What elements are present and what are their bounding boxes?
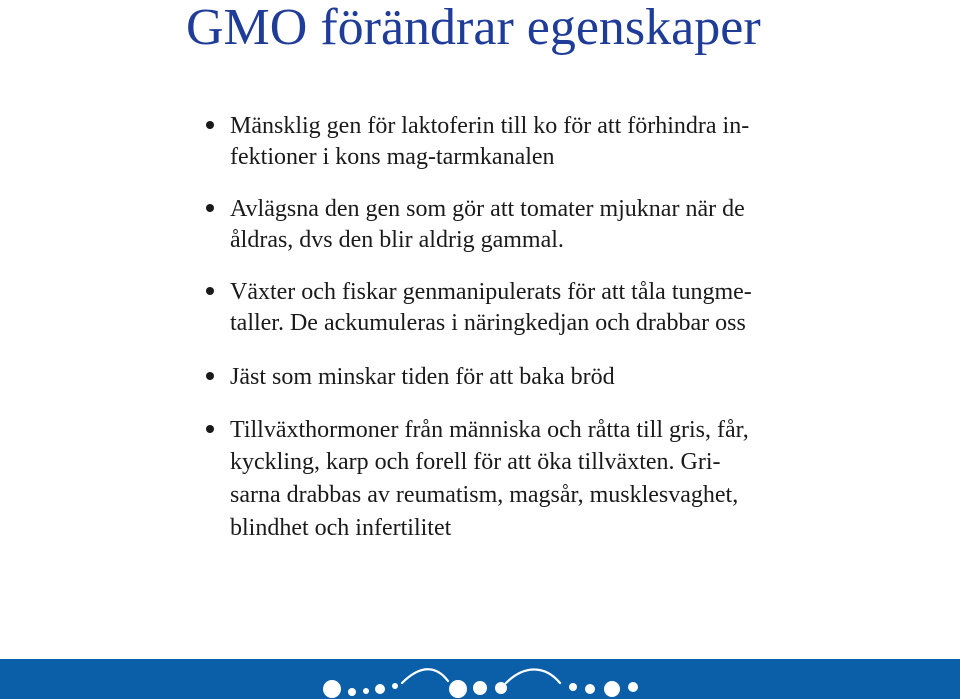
bullet-text-line: Växter och fiskar genmanipulerats för att tåla tungme- [230, 279, 752, 305]
bullet-dot-icon [206, 121, 214, 129]
bullet-text-line: blindhet och infertilitet [230, 515, 452, 541]
bullet-text-line: åldras, dvs den blir aldrig gammal. [230, 227, 564, 253]
bullet-dot-icon [206, 287, 214, 295]
bullet-text-line: kyckling, karp och forell för att öka tillväxten. Gri- [230, 449, 721, 475]
bullet-text-line: Tillväxthormoner från människa och råtta till gris, får, [230, 417, 749, 443]
bullet-text-line: fektioner i kons mag-tarmkanalen [230, 144, 555, 170]
bullet-dot-icon [206, 425, 214, 433]
bullet-text-line: Jäst som minskar tiden för att baka bröd [230, 364, 615, 390]
bullet-text-line: Avlägsna den gen som gör att tomater mjuknar när de [230, 196, 745, 222]
bullet-dot-icon [206, 204, 214, 212]
dots-and-waves-ornament-icon [0, 659, 960, 699]
bullet-text-line: Mänsklig gen för laktoferin till ko för att förhindra in- [230, 113, 750, 139]
bullet-dot-icon [206, 372, 214, 380]
bullet-text-line: sarna drabbas av reumatism, magsår, musklesvaghet, [230, 482, 739, 508]
footer-band [0, 659, 960, 699]
bullet-text-line: taller. De ackumuleras i näringkedjan och drabbar oss [230, 310, 746, 336]
page-title: GMO förändrar egenskaper [186, 0, 761, 56]
